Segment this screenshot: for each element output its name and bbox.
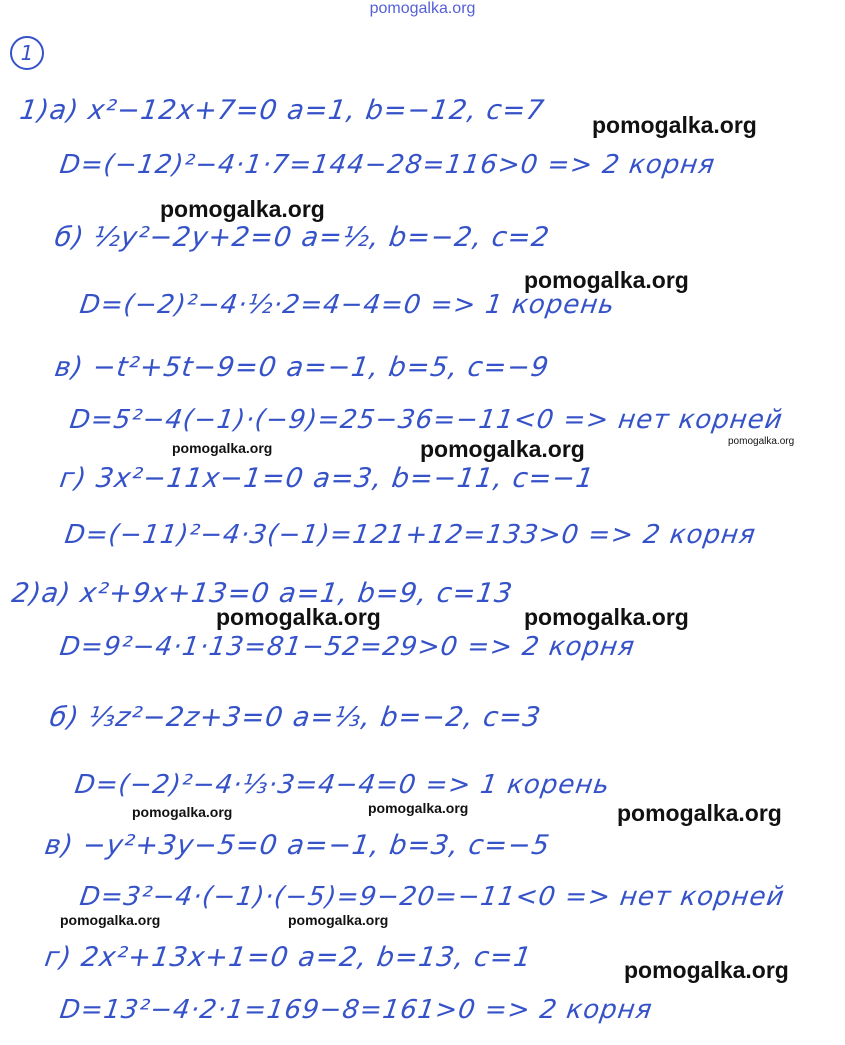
line-2g-discriminant: D=13²−4·2·1=169−8=161>0 => 2 корня [57,995,655,1025]
line-1b-discriminant: D=(−2)²−4·½·2=4−4=0 => 1 корень [77,290,617,320]
line-1a-equation: 1)а) x²−12x+7=0 a=1, b=−12, c=7 [17,95,547,126]
watermark: pomogalka.org [172,440,273,456]
watermark: pomogalka.org [524,604,689,630]
watermark: pomogalka.org [132,804,233,820]
line-1v-equation: в) −t²+5t−9=0 a=−1, b=5, c=−9 [52,352,552,383]
line-1a-discriminant: D=(−12)²−4·1·7=144−28=116>0 => 2 корня [57,150,718,180]
watermark: pomogalka.org [216,604,381,630]
watermark: pomogalka.org [624,957,789,983]
watermark: pomogalka.org [728,436,795,447]
watermark: pomogalka.org [420,436,585,462]
watermark: pomogalka.org [524,267,689,293]
line-1b-equation: б) ½y²−2y+2=0 a=½, b=−2, c=2 [52,222,552,253]
line-2g-equation: г) 2x²+13x+1=0 a=2, b=13, c=1 [42,942,535,973]
watermark-top: pomogalka.org [369,0,476,17]
watermark: pomogalka.org [160,196,325,222]
line-2a-equation: 2)а) x²+9x+13=0 a=1, b=9, c=13 [9,578,515,609]
line-2v-equation: в) −y²+3y−5=0 a=−1, b=3, c=−5 [42,830,553,861]
watermark: pomogalka.org [368,800,469,816]
line-2b-discriminant: D=(−2)²−4·⅓·3=4−4=0 => 1 корень [72,770,612,800]
watermark: pomogalka.org [288,912,389,928]
watermark: pomogalka.org [592,112,757,138]
line-1v-discriminant: D=5²−4(−1)·(−9)=25−36=−11<0 => нет корней [67,405,785,435]
task-number-badge: 1 [10,36,44,70]
line-1g-discriminant: D=(−11)²−4·3(−1)=121+12=133>0 => 2 корня [62,520,758,550]
line-2b-equation: б) ⅓z²−2z+3=0 a=⅓, b=−2, c=3 [47,702,544,733]
watermark: pomogalka.org [60,912,161,928]
line-1g-equation: г) 3x²−11x−1=0 a=3, b=−11, c=−1 [57,463,597,494]
line-2v-discriminant: D=3²−4·(−1)·(−5)=9−20=−11<0 => нет корней [77,882,787,912]
watermark: pomogalka.org [617,800,782,826]
line-2a-discriminant: D=9²−4·1·13=81−52=29>0 => 2 корня [57,632,637,662]
